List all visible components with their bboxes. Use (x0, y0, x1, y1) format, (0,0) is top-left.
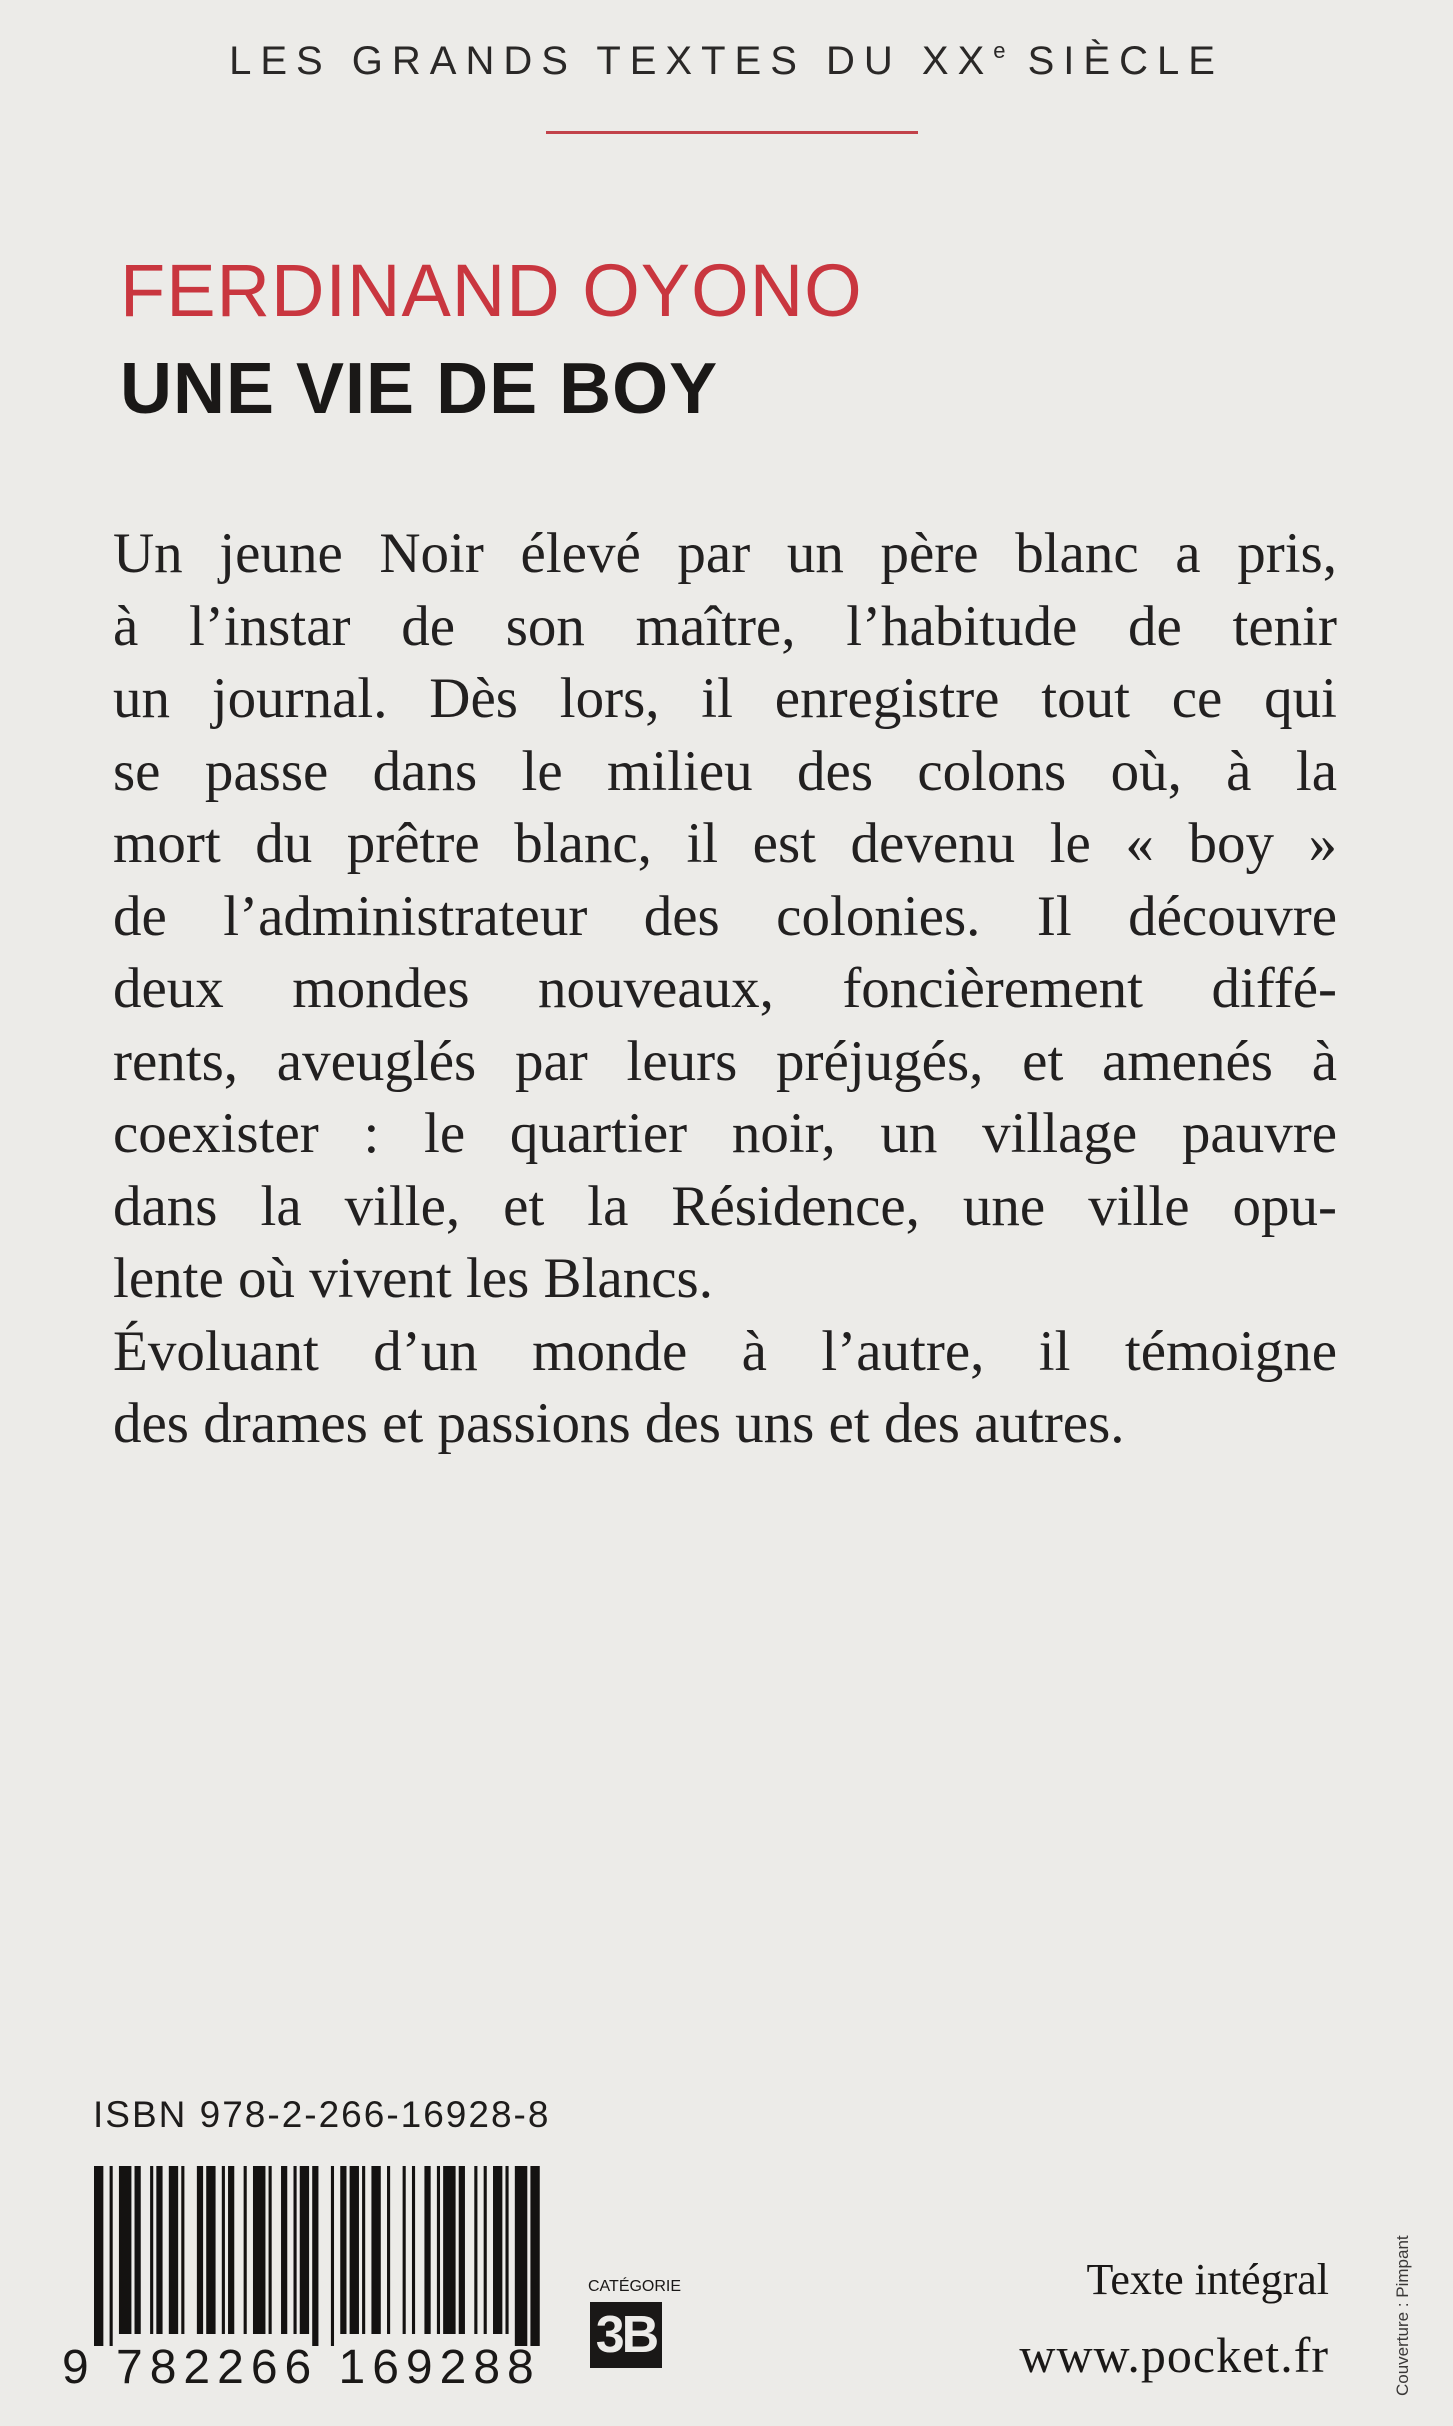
blurb-line: deux mondes nouveaux, foncièrement diffé- (113, 957, 1337, 1020)
barcode-bar (530, 2166, 539, 2346)
barcode-image (94, 2166, 546, 2346)
category-badge: 3B (590, 2302, 662, 2368)
barcode-bar (474, 2166, 477, 2334)
barcode-bar (387, 2166, 390, 2334)
barcode-bar (437, 2166, 440, 2334)
barcode-bar (505, 2166, 508, 2334)
blurb-line: de l’administrateur des colonies. Il découvre (113, 884, 1337, 948)
barcode-bar (371, 2166, 380, 2334)
barcode-bar (459, 2166, 465, 2334)
blurb-line: coexister : le quartier noir, un village pauvre (113, 1102, 1337, 1165)
barcode-bar (350, 2166, 359, 2334)
book-title: UNE VIE DE BOY (120, 349, 719, 429)
barcode-bar (424, 2166, 430, 2334)
barcode-bar (156, 2166, 162, 2334)
blurb-line: mort du prêtre blanc, il est devenu le « boy » (113, 812, 1337, 875)
barcode-bar (340, 2166, 346, 2334)
barcode-bar (312, 2166, 318, 2346)
series-heading (0, 38, 1453, 84)
barcode-bar (412, 2166, 415, 2334)
barcode-bar (228, 2166, 234, 2334)
barcode-bar (110, 2166, 113, 2346)
barcode-bar (253, 2166, 265, 2334)
edition-note: Texte intégral (1086, 2255, 1329, 2304)
blurb-line: Un jeune Noir élevé par un père blanc a pris, (113, 522, 1337, 585)
barcode-bar (119, 2166, 131, 2334)
barcode-bar (294, 2166, 297, 2334)
barcode-bar (300, 2166, 309, 2334)
barcode-bar (206, 2166, 215, 2334)
author-name: FERDINAND OYONO (120, 249, 863, 332)
publisher-website: www.pocket.fr (1019, 2327, 1329, 2383)
barcode-bar (331, 2166, 334, 2346)
blurb-line: à l’instar de son maître, l’habitude de tenir (113, 594, 1337, 658)
series-prefix: LES GRANDS TEXTES DU XX (229, 39, 994, 83)
blurb-line: lente où vivent les Blancs. (113, 1247, 713, 1310)
series-suffix: SIÈCLE (1007, 39, 1224, 83)
cover-credit: Couverture : Pimpant (1393, 2235, 1412, 2396)
blurb-line: des drames et passions des uns et des autres. (113, 1392, 1125, 1455)
barcode-bar (281, 2166, 287, 2334)
barcode-bar (94, 2166, 103, 2346)
isbn-number: ISBN 978-2-266-16928-8 (93, 2094, 551, 2135)
barcode-bar (222, 2166, 225, 2334)
barcode-bar (515, 2166, 527, 2346)
barcode-bar (493, 2166, 502, 2334)
barcode-bar (244, 2166, 247, 2334)
barcode-bar (135, 2166, 141, 2334)
red-divider (546, 131, 918, 134)
blurb-line: Évoluant d’un monde à l’autre, il témoigne (113, 1319, 1337, 1383)
blurb-line: se passe dans le milieu des colons où, à la (113, 739, 1337, 803)
blurb-line: dans la ville, et la Résidence, une ville opu- (113, 1174, 1337, 1238)
barcode-bar (150, 2166, 153, 2334)
barcode-bar (484, 2166, 487, 2334)
barcode-bar (269, 2166, 272, 2334)
back-cover-blurb (113, 518, 1337, 1461)
barcode-bar (169, 2166, 178, 2334)
barcode-bar (181, 2166, 184, 2334)
series-superscript: e (993, 38, 1008, 63)
barcode-digits: 9 782266 169288 (62, 2341, 541, 2394)
barcode-bar (443, 2166, 455, 2334)
barcode-bar (403, 2166, 406, 2334)
blurb-line: rents, aveuglés par leurs préjugés, et amenés à (113, 1029, 1337, 1093)
barcode-bar (197, 2166, 203, 2334)
blurb-line: un journal. Dès lors, il enregistre tout ce qui (113, 667, 1337, 730)
barcode-bar (362, 2166, 365, 2334)
category-label: CATÉGORIE (588, 2278, 682, 2295)
